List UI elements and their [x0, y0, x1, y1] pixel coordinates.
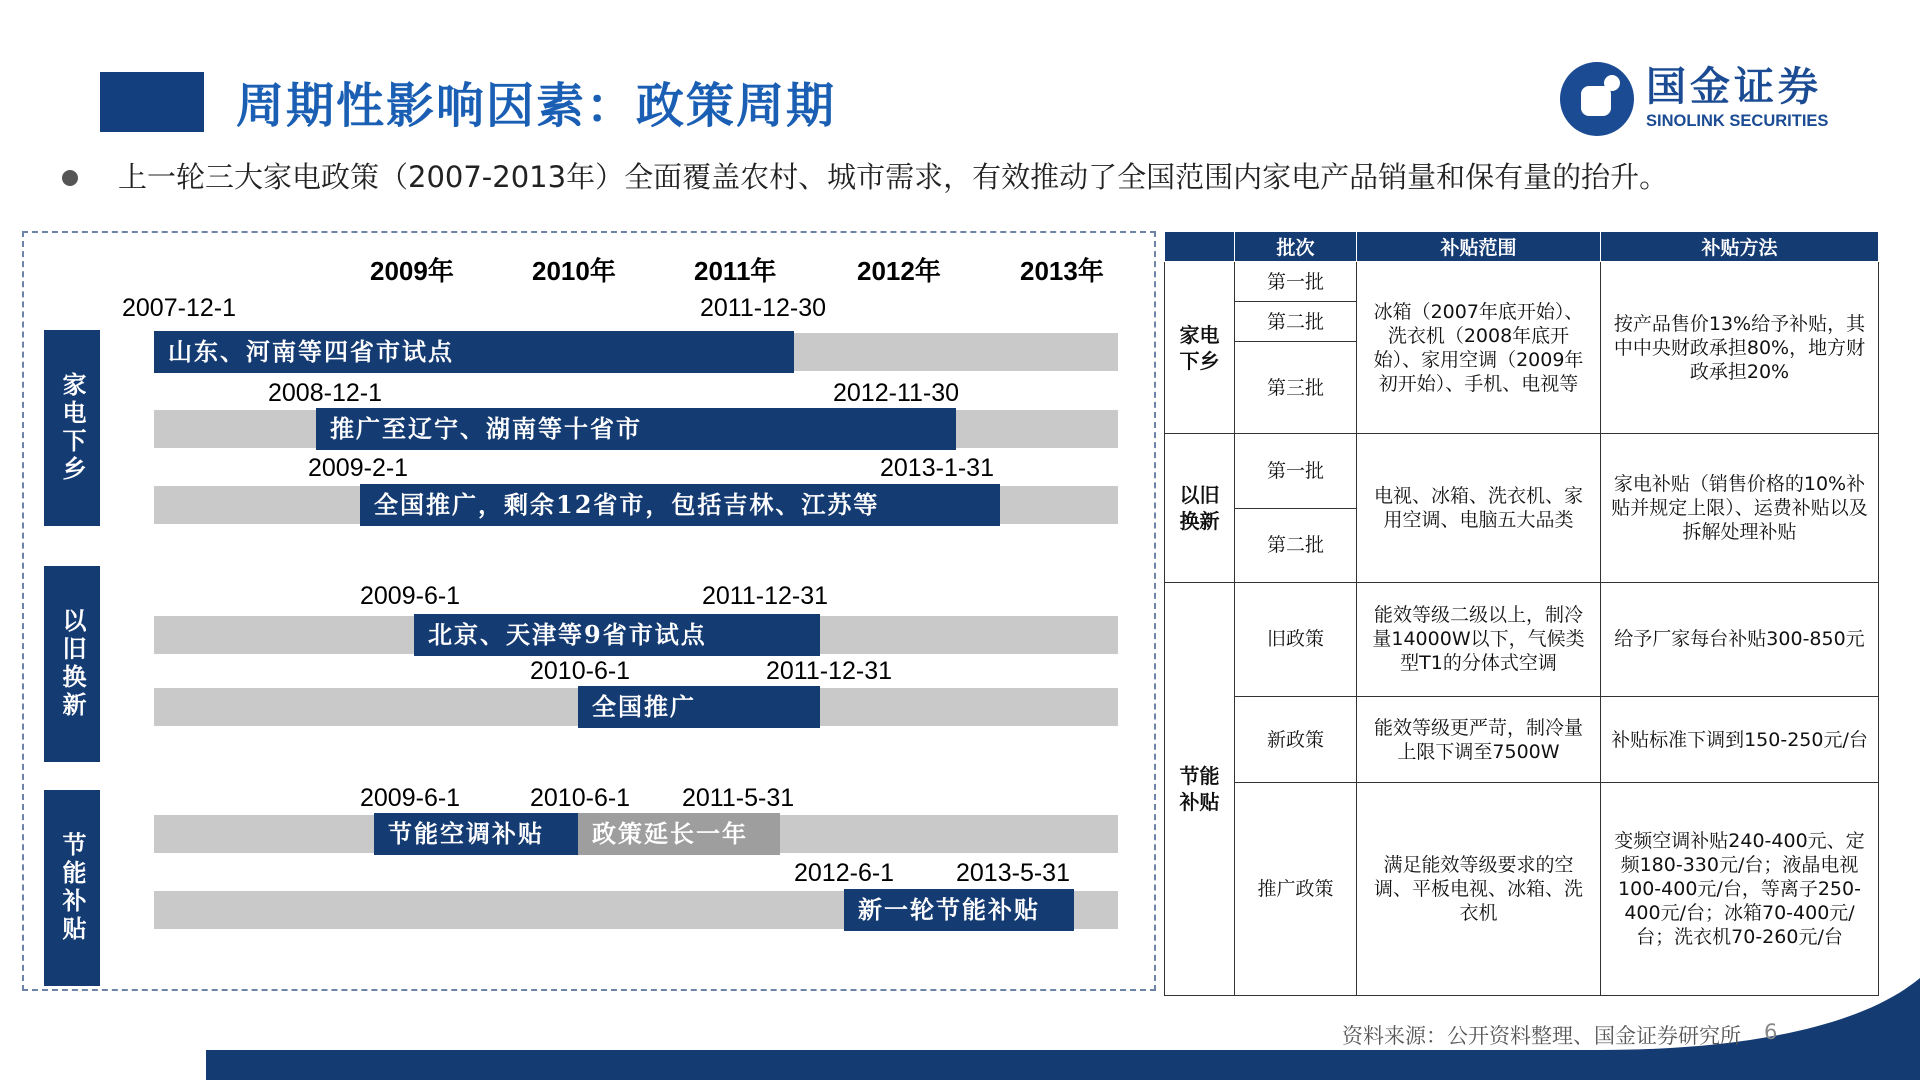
end-date: 2011-12-31 — [702, 582, 829, 610]
group-label-energy — [44, 790, 100, 986]
scope-cell: 冰箱（2007年底开始）、洗衣机（2008年底开始）、家用空调（2009年初开始）、手机、电视等 — [1357, 262, 1601, 434]
method-cell: 家电补贴（销售价格的10%补贴并规定上限）、运费补贴以及拆解处理补贴 — [1601, 434, 1879, 582]
category-cell: 节能补贴 — [1165, 582, 1235, 995]
policy-bar: 全国推广 — [578, 686, 820, 728]
policy-bar: 节能空调补贴 — [374, 813, 578, 855]
policy-bar: 全国推广，剩余12省市，包括吉林、江苏等 — [360, 484, 1000, 526]
start-date: 2009-6-1 — [360, 784, 461, 812]
header-cell: 补贴范围 — [1357, 232, 1601, 262]
start-date: 2009-2-1 — [308, 454, 409, 482]
policy-bar: 北京、天津等9省市试点 — [414, 614, 820, 656]
batch-cell: 第三批 — [1235, 342, 1357, 434]
start-date: 2012-6-1 — [794, 859, 895, 887]
start-date: 2009-6-1 — [360, 582, 461, 610]
scope-cell: 满足能效等级要求的空调、平板电视、冰箱、洗衣机 — [1357, 783, 1601, 996]
policy-bar: 新一轮节能补贴 — [844, 889, 1074, 931]
year-label: 2013年 — [1020, 256, 1104, 286]
batch-cell: 第一批 — [1235, 262, 1357, 302]
header-cell: 批次 — [1235, 232, 1357, 262]
end-date: 2013-5-31 — [956, 859, 1070, 887]
method-cell: 按产品售价13%给予补贴，其中中央财政承担80%，地方财政承担20% — [1601, 262, 1879, 434]
bullet-icon — [62, 170, 78, 186]
year-label: 2009年 — [370, 256, 454, 286]
start-date: 2007-12-1 — [122, 294, 236, 322]
batch-cell: 第二批 — [1235, 508, 1357, 582]
method-cell: 变频空调补贴240-400元、定频180-330元/台；液晶电视100-400元/台，等离子250-400元/台；冰箱70-400元/台；洗衣机70-260元/台 — [1601, 783, 1879, 996]
end-date: 2011-5-31 — [682, 784, 795, 812]
method-cell: 给予厂家每台补贴300-850元 — [1601, 582, 1879, 696]
year-label: 2012年 — [857, 256, 941, 286]
start-date: 2010-6-1 — [530, 657, 631, 685]
batch-cell: 第二批 — [1235, 302, 1357, 342]
policy-extension-bar: 政策延长一年 — [578, 813, 780, 855]
policy-bar: 山东、河南等四省市试点 — [154, 331, 794, 373]
scope-cell: 电视、冰箱、洗衣机、家用空调、电脑五大品类 — [1357, 434, 1601, 582]
page-title: 周期性影响因素：政策周期 — [236, 78, 837, 134]
end-date: 2011-12-30 — [700, 294, 827, 322]
header-cell — [1165, 232, 1235, 262]
batch-cell: 旧政策 — [1235, 582, 1357, 696]
logo-chinese-name: 国金证券 — [1646, 64, 1822, 110]
category-cell: 家电下乡 — [1165, 262, 1235, 434]
method-cell: 补贴标准下调到150-250元/台 — [1601, 697, 1879, 783]
scope-cell: 能效等级二级以上，制冷量14000W以下，气候类型T1的分体式空调 — [1357, 582, 1601, 696]
table-header-row — [1165, 232, 1879, 262]
table-row — [1165, 434, 1879, 508]
category-cell: 以旧换新 — [1165, 434, 1235, 582]
end-date: 2011-12-31 — [766, 657, 893, 685]
page-number: 6 — [1764, 1020, 1778, 1044]
year-label: 2011年 — [694, 256, 777, 286]
footer-bar — [206, 1050, 1920, 1080]
header-cell: 补贴方法 — [1601, 232, 1879, 262]
batch-cell: 第一批 — [1235, 434, 1357, 508]
mid-date: 2010-6-1 — [530, 784, 631, 812]
end-date: 2012-11-30 — [833, 379, 960, 407]
table-row — [1165, 783, 1879, 996]
group-label-text: 节能补贴 — [58, 832, 87, 944]
end-date: 2013-1-31 — [880, 454, 994, 482]
summary-bullet: 上一轮三大家电政策（2007-2013年）全面覆盖农村、城市需求，有效推动了全国范围内家电产品销量和保有量的抬升。 — [118, 160, 1669, 194]
batch-cell: 新政策 — [1235, 697, 1357, 783]
group-label-rural — [44, 330, 100, 526]
table-row — [1165, 697, 1879, 783]
scope-cell: 能效等级更严苛，制冷量上限下调至7500W — [1357, 697, 1601, 783]
policy-table — [1164, 231, 1878, 996]
year-label: 2010年 — [532, 256, 616, 286]
batch-cell: 推广政策 — [1235, 783, 1357, 996]
logo-icon — [1560, 62, 1634, 136]
start-date: 2008-12-1 — [268, 379, 382, 407]
table-row — [1165, 582, 1879, 696]
logo-english-name: SINOLINK SECURITIES — [1646, 112, 1829, 130]
title-accent-block — [100, 72, 204, 132]
group-label-tradein — [44, 566, 100, 762]
table-row — [1165, 262, 1879, 302]
group-label-text: 以旧换新 — [58, 608, 87, 720]
source-note: 资料来源：公开资料整理、国金证券研究所 — [1342, 1024, 1741, 1048]
company-logo — [1560, 62, 1880, 138]
policy-bar: 推广至辽宁、湖南等十省市 — [316, 408, 956, 450]
group-label-text: 家电下乡 — [58, 372, 87, 484]
